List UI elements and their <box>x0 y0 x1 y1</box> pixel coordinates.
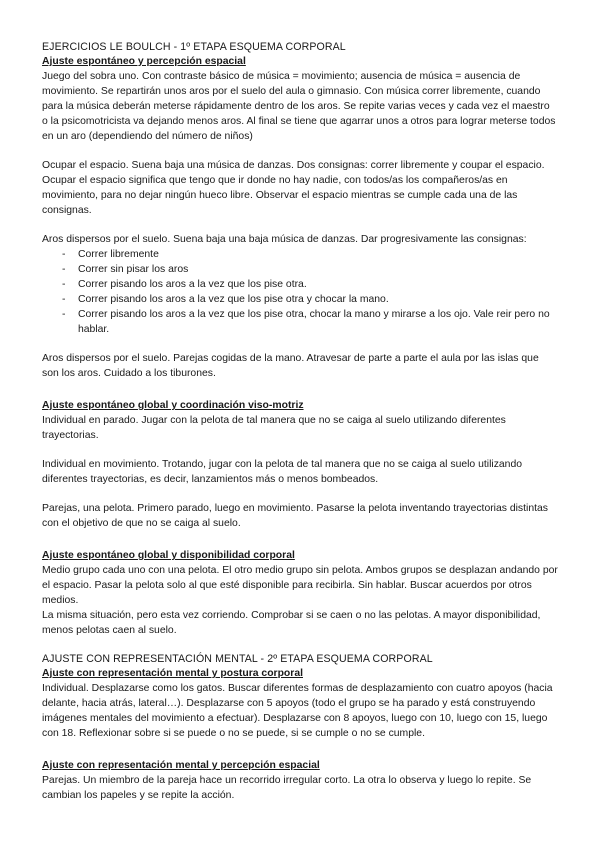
document-page <box>42 40 558 803</box>
stage1-section1-paragraph1: Juego del sobra uno. Con contraste básico de música = movimiento; ausencia de música = ausencia de movimiento. Se repartirán unos aros por el suelo del aula o gimnasio. Con música correr libremente, cuando para la música deberán meterse rápidamente dentro de los aros. Se repite varias veces y cada vez el maestro o la psicomotricista va dejando menos aros. Al final se tiene que agarrar unos a otros para lograr meterse todos en un aro (dependiendo del número de niños) <box>42 71 556 142</box>
list-item: - Correr pisando los aros a la vez que los pise otra y chocar la mano. <box>42 292 558 307</box>
stage1-section1-heading: Ajuste espontáneo y percepción espacial <box>42 56 246 67</box>
stage2-title: AJUSTE CON REPRESENTACIÓN MENTAL - 2º ETAPA ESQUEMA CORPORAL <box>42 653 433 665</box>
stage1-section1-paragraph3: Aros dispersos por el suelo. Suena baja una baja música de danzas. Dar progresivamente las consignas: <box>42 234 527 245</box>
stage2-section2-heading: Ajuste con representación mental y percepción espacial <box>42 760 320 771</box>
stage1-section1-paragraph4: Aros dispersos por el suelo. Parejas cogidas de la mano. Atravesar de parte a parte el aula por las islas que son los aros. Cuidado a los tiburones. <box>42 353 539 379</box>
stage2-section1-paragraph1: Individual. Desplazarse como los gatos. Buscar diferentes formas de desplazamiento con cuatro apoyos (hacia delante, hacia atrás, lateral…). Desplazarse con 5 apoyos (todo el grupo se ha parado y está construyendo imágenes mentales del movimiento a efectuar). Desplazarse con 8 apoyos, luego con 10, luego con 15, luego con 18. Reflexionar sobre si se puede o no se puede, si se cumple o no se cumple. <box>42 683 553 739</box>
list-item: - Correr pisando los aros a la vez que los pise otra, chocar la mano y mirarse a los ojo. Vale reir pero no hablar. <box>42 307 558 337</box>
stage1-section1-paragraph2: Ocupar el espacio. Suena baja una música de danzas. Dos consignas: correr libremente y coupar el espacio. Ocupar el espacio significa que tengo que ir donde no hay nadie, con todos/as los compañeros/as en movimiento, para no dejar ningún hueco libre. Observar el espacio mientras se cumple cada una de las consignas. <box>42 160 545 216</box>
stage1-section2-paragraph2: Individual en movimiento. Trotando, jugar con la pelota de tal manera que no se caiga al suelo utilizando diferentes trayectorias, es decir, lanzamientos más o menos bombeados. <box>42 459 523 485</box>
stage2-section1-heading: Ajuste con representación mental y postura corporal <box>42 668 303 679</box>
stage1-title: EJERCICIOS LE BOULCH - 1º ETAPA ESQUEMA CORPORAL <box>42 41 346 53</box>
consignas-list <box>42 247 558 337</box>
list-item: - Correr sin pisar los aros <box>42 262 558 277</box>
stage1-section2-heading: Ajuste espontáneo global y coordinación viso-motriz <box>42 400 304 411</box>
stage1-section3-heading: Ajuste espontáneo global y disponibilidad corporal <box>42 550 295 561</box>
stage1-section2-paragraph3: Parejas, una pelota. Primero parado, luego en movimiento. Pasarse la pelota inventando trayectorias distintas con el objetivo de que no se caiga al suelo. <box>42 503 548 529</box>
list-item: - Correr pisando los aros a la vez que los pise otra. <box>42 277 558 292</box>
stage1-section2-paragraph1: Individual en parado. Jugar con la pelota de tal manera que no se caiga al suelo utilizando diferentes trayectorias. <box>42 415 506 441</box>
list-item: - Correr libremente <box>42 247 558 262</box>
stage2-section2-paragraph1: Parejas. Un miembro de la pareja hace un recorrido irregular corto. La otra lo observa y luego lo repite. Se cambian los papeles y se repite la acción. <box>42 775 532 801</box>
stage1-section3-paragraph1: Medio grupo cada uno con una pelota. El otro medio grupo sin pelota. Ambos grupos se desplazan andando por el espacio. Pasar la pelota solo al que esté disponible para recibirla. Sin hablar. Buscar acuerdos por otros medios. <box>42 565 558 606</box>
stage1-section3-paragraph2: La misma situación, pero esta vez corriendo. Comprobar si se caen o no las pelotas. A mayor disponibilidad, menos pelotas caen al suelo. <box>42 610 541 636</box>
